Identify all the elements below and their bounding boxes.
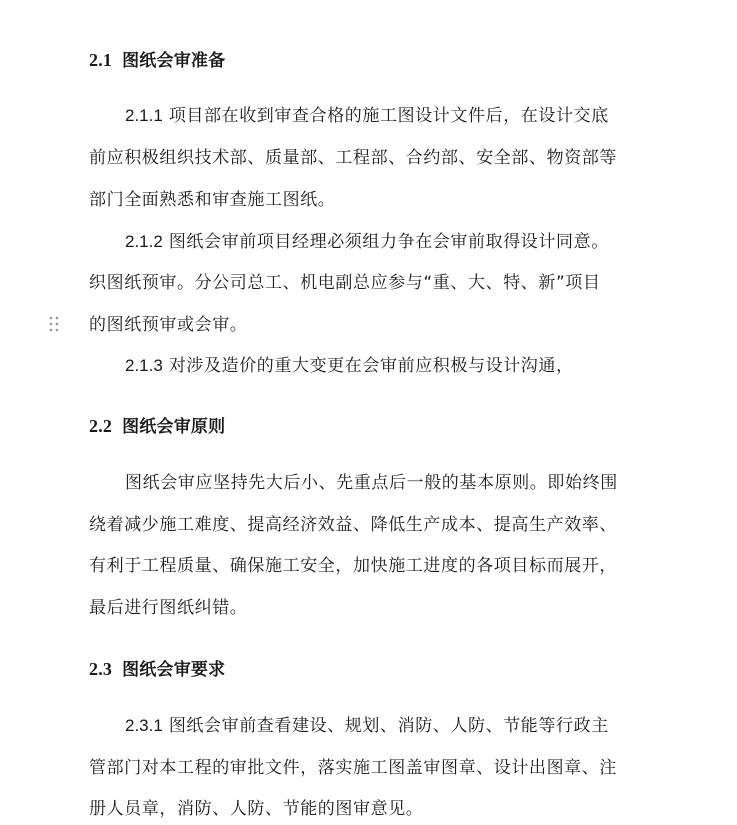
paragraph-text: 前应积极组织技术部、质量部、工程部、合约部、安全部、物资部等: [89, 148, 617, 168]
paragraph-text: 织图纸预审。分公司总工、机电副总应参与“重、大、特、新”项目: [89, 273, 601, 293]
section-heading-2-3: [89, 655, 225, 680]
item-number: 2.1.3: [125, 356, 163, 375]
section-number: 2.1: [89, 50, 113, 70]
section-number: 2.3: [89, 659, 113, 679]
paragraph-text: 册人员章，消防、人防、节能的图审意见。: [89, 799, 424, 819]
grip-dots-icon: [48, 315, 60, 333]
paragraph-line: [89, 271, 601, 295]
item-number: 2.1.1: [125, 106, 163, 125]
paragraph-text: 图纸会审应坚持先大后小、先重点后一般的基本原则。即始终围: [125, 473, 618, 493]
section-title: 图纸会审原则: [122, 417, 226, 437]
paragraph-line: [89, 797, 423, 821]
paragraph-text: 管部门对本工程的审批文件，落实施工图盖审图章、设计出图章、注: [89, 758, 617, 778]
paragraph-text: 图纸会审前查看建设、规划、消防、人防、节能等行政主: [168, 716, 609, 736]
paragraph-line: [89, 756, 617, 780]
paragraph-line: [89, 596, 247, 620]
section-number: 2.2: [89, 416, 113, 436]
paragraph-line: [89, 188, 335, 212]
paragraph-line: [89, 554, 617, 578]
paragraph-text: 有利于工程质量、确保施工安全，加快施工进度的各项目标而展开，: [89, 556, 617, 576]
paragraph-line: [89, 513, 617, 537]
paragraph-text: 图纸会审前项目经理必须组力争在会审前取得设计同意。: [168, 232, 609, 252]
section-title: 图纸会审要求: [122, 660, 226, 680]
item-number: 2.1.2: [125, 232, 163, 251]
paragraph-text: 的图纸预审或会审。: [89, 315, 248, 335]
paragraph-line: [125, 230, 609, 254]
paragraph-line: [125, 714, 609, 738]
paragraph-line: [125, 104, 609, 128]
paragraph-text: 部门全面熟悉和审查施工图纸。: [89, 190, 336, 210]
paragraph-line: [89, 313, 247, 337]
section-title: 图纸会审准备: [122, 51, 226, 71]
paragraph-text: 最后进行图纸纠错。: [89, 598, 248, 618]
section-heading-2-1: [89, 46, 225, 71]
paragraph-line: [125, 471, 618, 495]
paragraph-text: 绕着减少施工难度、提高经济效益、降低生产成本、提高生产效率、: [89, 515, 617, 535]
drag-handle-icon[interactable]: [48, 315, 60, 333]
paragraph-text: 项目部在收到审查合格的施工图设计文件后，在设计交底: [168, 106, 609, 126]
paragraph-text: 对涉及造价的重大变更在会审前应积极与设计沟通，: [168, 356, 574, 376]
paragraph-line: [89, 146, 617, 170]
item-number: 2.3.1: [125, 716, 163, 735]
paragraph-line: [125, 354, 574, 378]
section-heading-2-2: [89, 412, 225, 437]
